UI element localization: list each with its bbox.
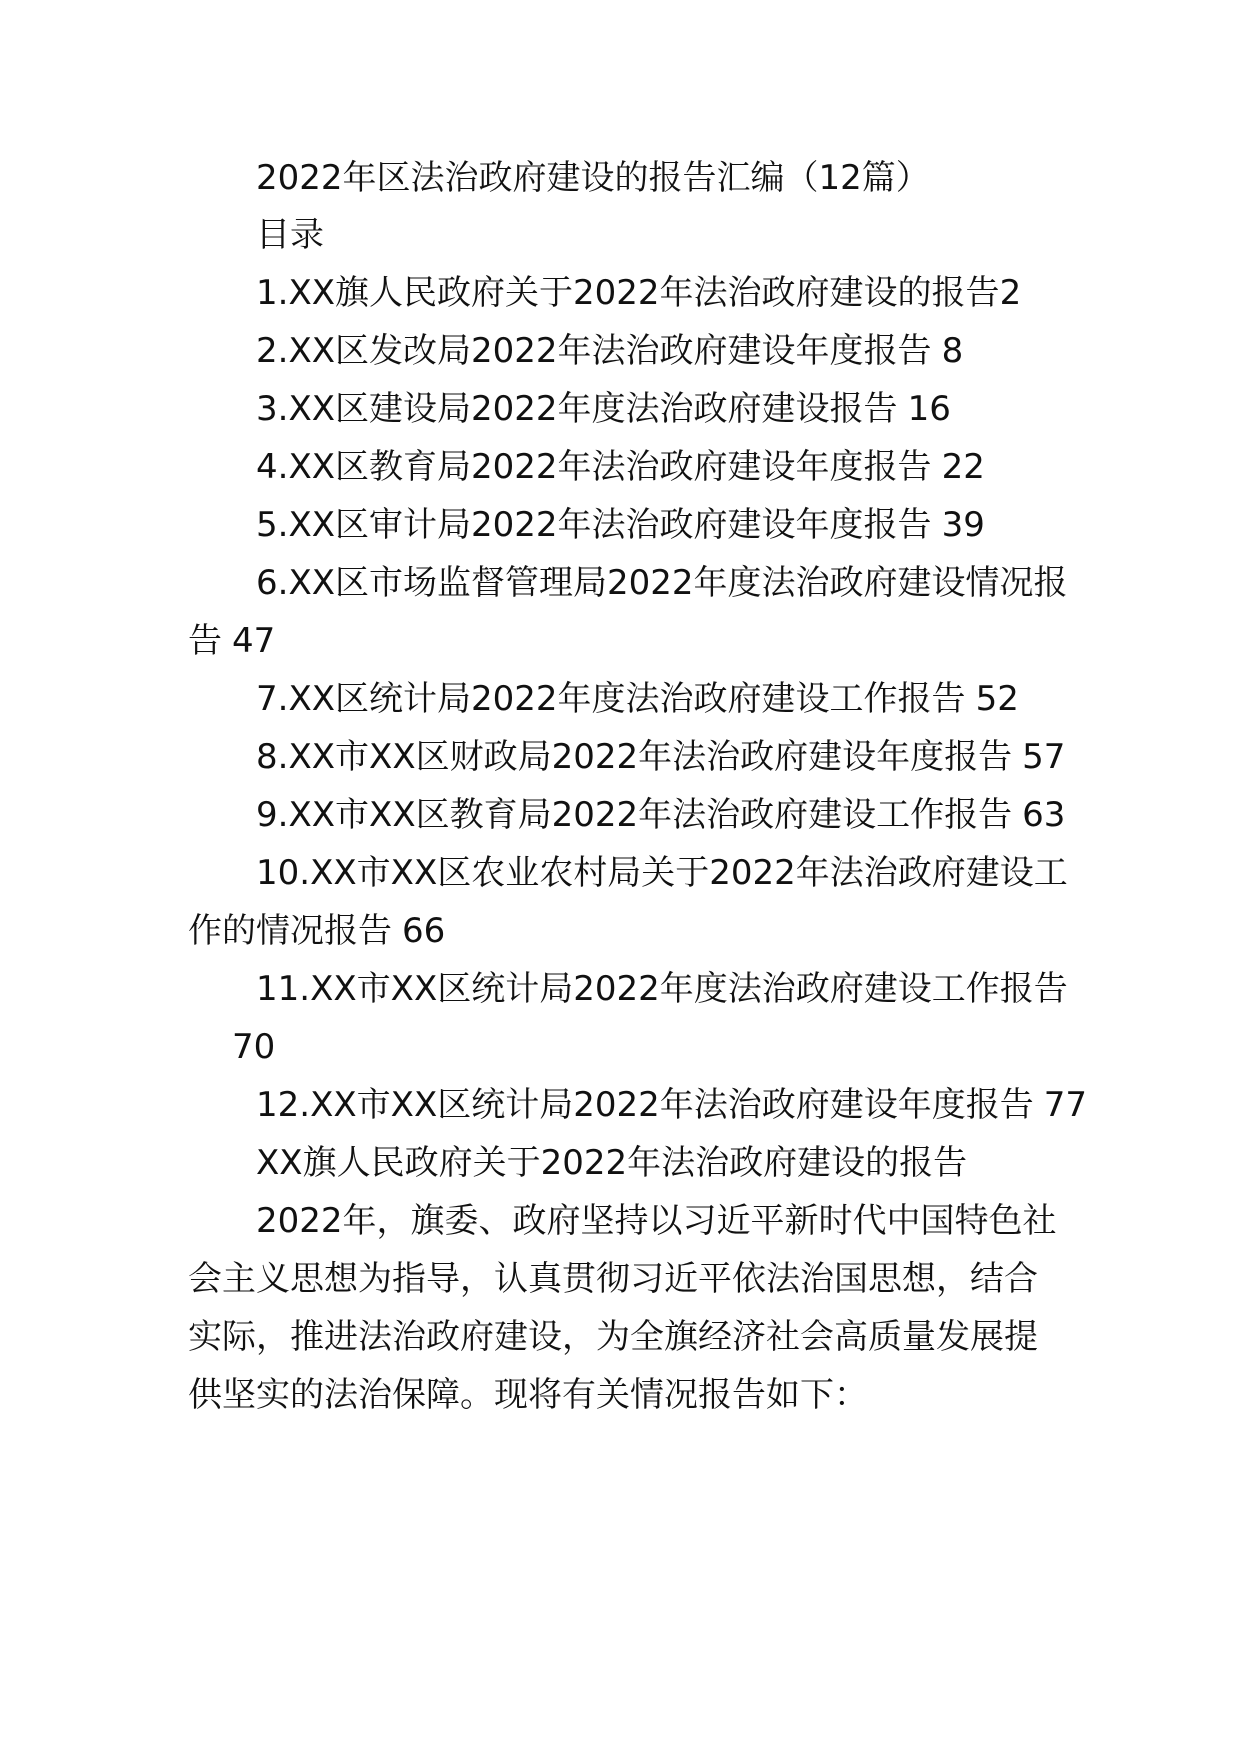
toc-item-text: 5.XX区审计局2022年法治政府建设年度报告 [256, 505, 932, 545]
toc-item-10-line2 [188, 911, 1068, 951]
section-title: XX旗人民政府关于2022年法治政府建设的报告 [256, 1143, 968, 1183]
toc-item-6-line2 [188, 621, 1068, 661]
toc-item-11-page: 70 [232, 1027, 276, 1067]
toc-item-page: 16 [907, 389, 951, 429]
toc-item-page: 63 [1022, 795, 1066, 835]
toc-item-3 [256, 389, 1136, 429]
toc-item-page: 66 [402, 911, 446, 951]
toc-heading: 目录 [256, 215, 324, 255]
toc-item-page: 22 [941, 447, 985, 487]
toc-item-page: 8 [941, 331, 964, 371]
body-line-3: 实际，推进法治政府建设，为全旗经济社会高质量发展提 [188, 1317, 1038, 1357]
toc-item-text: 3.XX区建设局2022年度法治政府建设报告 [256, 389, 898, 429]
body-line-1: 2022年，旗委、政府坚持以习近平新时代中国特色社 [256, 1201, 1057, 1241]
toc-item-4 [256, 447, 1136, 487]
body-line-2: 会主义思想为指导，认真贯彻习近平依法治国思想，结合 [188, 1259, 1038, 1299]
toc-item-text: 8.XX市XX区财政局2022年法治政府建设年度报告 [256, 737, 1013, 777]
toc-item-text: 告 [188, 621, 222, 661]
toc-item-text: 2.XX区发改局2022年法治政府建设年度报告 [256, 331, 932, 371]
toc-item-text: 7.XX区统计局2022年度法治政府建设工作报告 [256, 679, 966, 719]
toc-item-page: 2 [999, 273, 1022, 313]
toc-item-page: 57 [1022, 737, 1066, 777]
toc-item-text: 9.XX市XX区教育局2022年法治政府建设工作报告 [256, 795, 1013, 835]
toc-item-8 [256, 737, 1136, 777]
toc-item-12 [256, 1085, 1136, 1125]
toc-item-page: 77 [1043, 1085, 1088, 1125]
toc-item-5 [256, 505, 1136, 545]
toc-item-10-line1: 10.XX市XX区农业农村局关于2022年法治政府建设工 [256, 853, 1068, 893]
toc-item-page: 39 [941, 505, 985, 545]
toc-item-text: 1.XX旗人民政府关于2022年法治政府建设的报告 [256, 273, 1000, 313]
toc-item-text: 12.XX市XX区统计局2022年法治政府建设年度报告 [256, 1085, 1034, 1125]
toc-item-6-line1: 6.XX区市场监督管理局2022年度法治政府建设情况报 [256, 563, 1068, 603]
toc-item-7 [256, 679, 1136, 719]
toc-item-page: 47 [232, 621, 276, 661]
toc-item-1 [256, 273, 1136, 313]
toc-item-text: 4.XX区教育局2022年法治政府建设年度报告 [256, 447, 932, 487]
body-line-4: 供坚实的法治保障。现将有关情况报告如下： [188, 1375, 868, 1415]
toc-item-text: 作的情况报告 [188, 911, 392, 951]
toc-item-page: 52 [975, 679, 1019, 719]
toc-item-11-line1: 11.XX市XX区统计局2022年度法治政府建设工作报告 [256, 969, 1068, 1009]
toc-item-2 [256, 331, 1136, 371]
toc-item-9 [256, 795, 1136, 835]
document-title: 2022年区法治政府建设的报告汇编（12篇） [256, 158, 930, 198]
